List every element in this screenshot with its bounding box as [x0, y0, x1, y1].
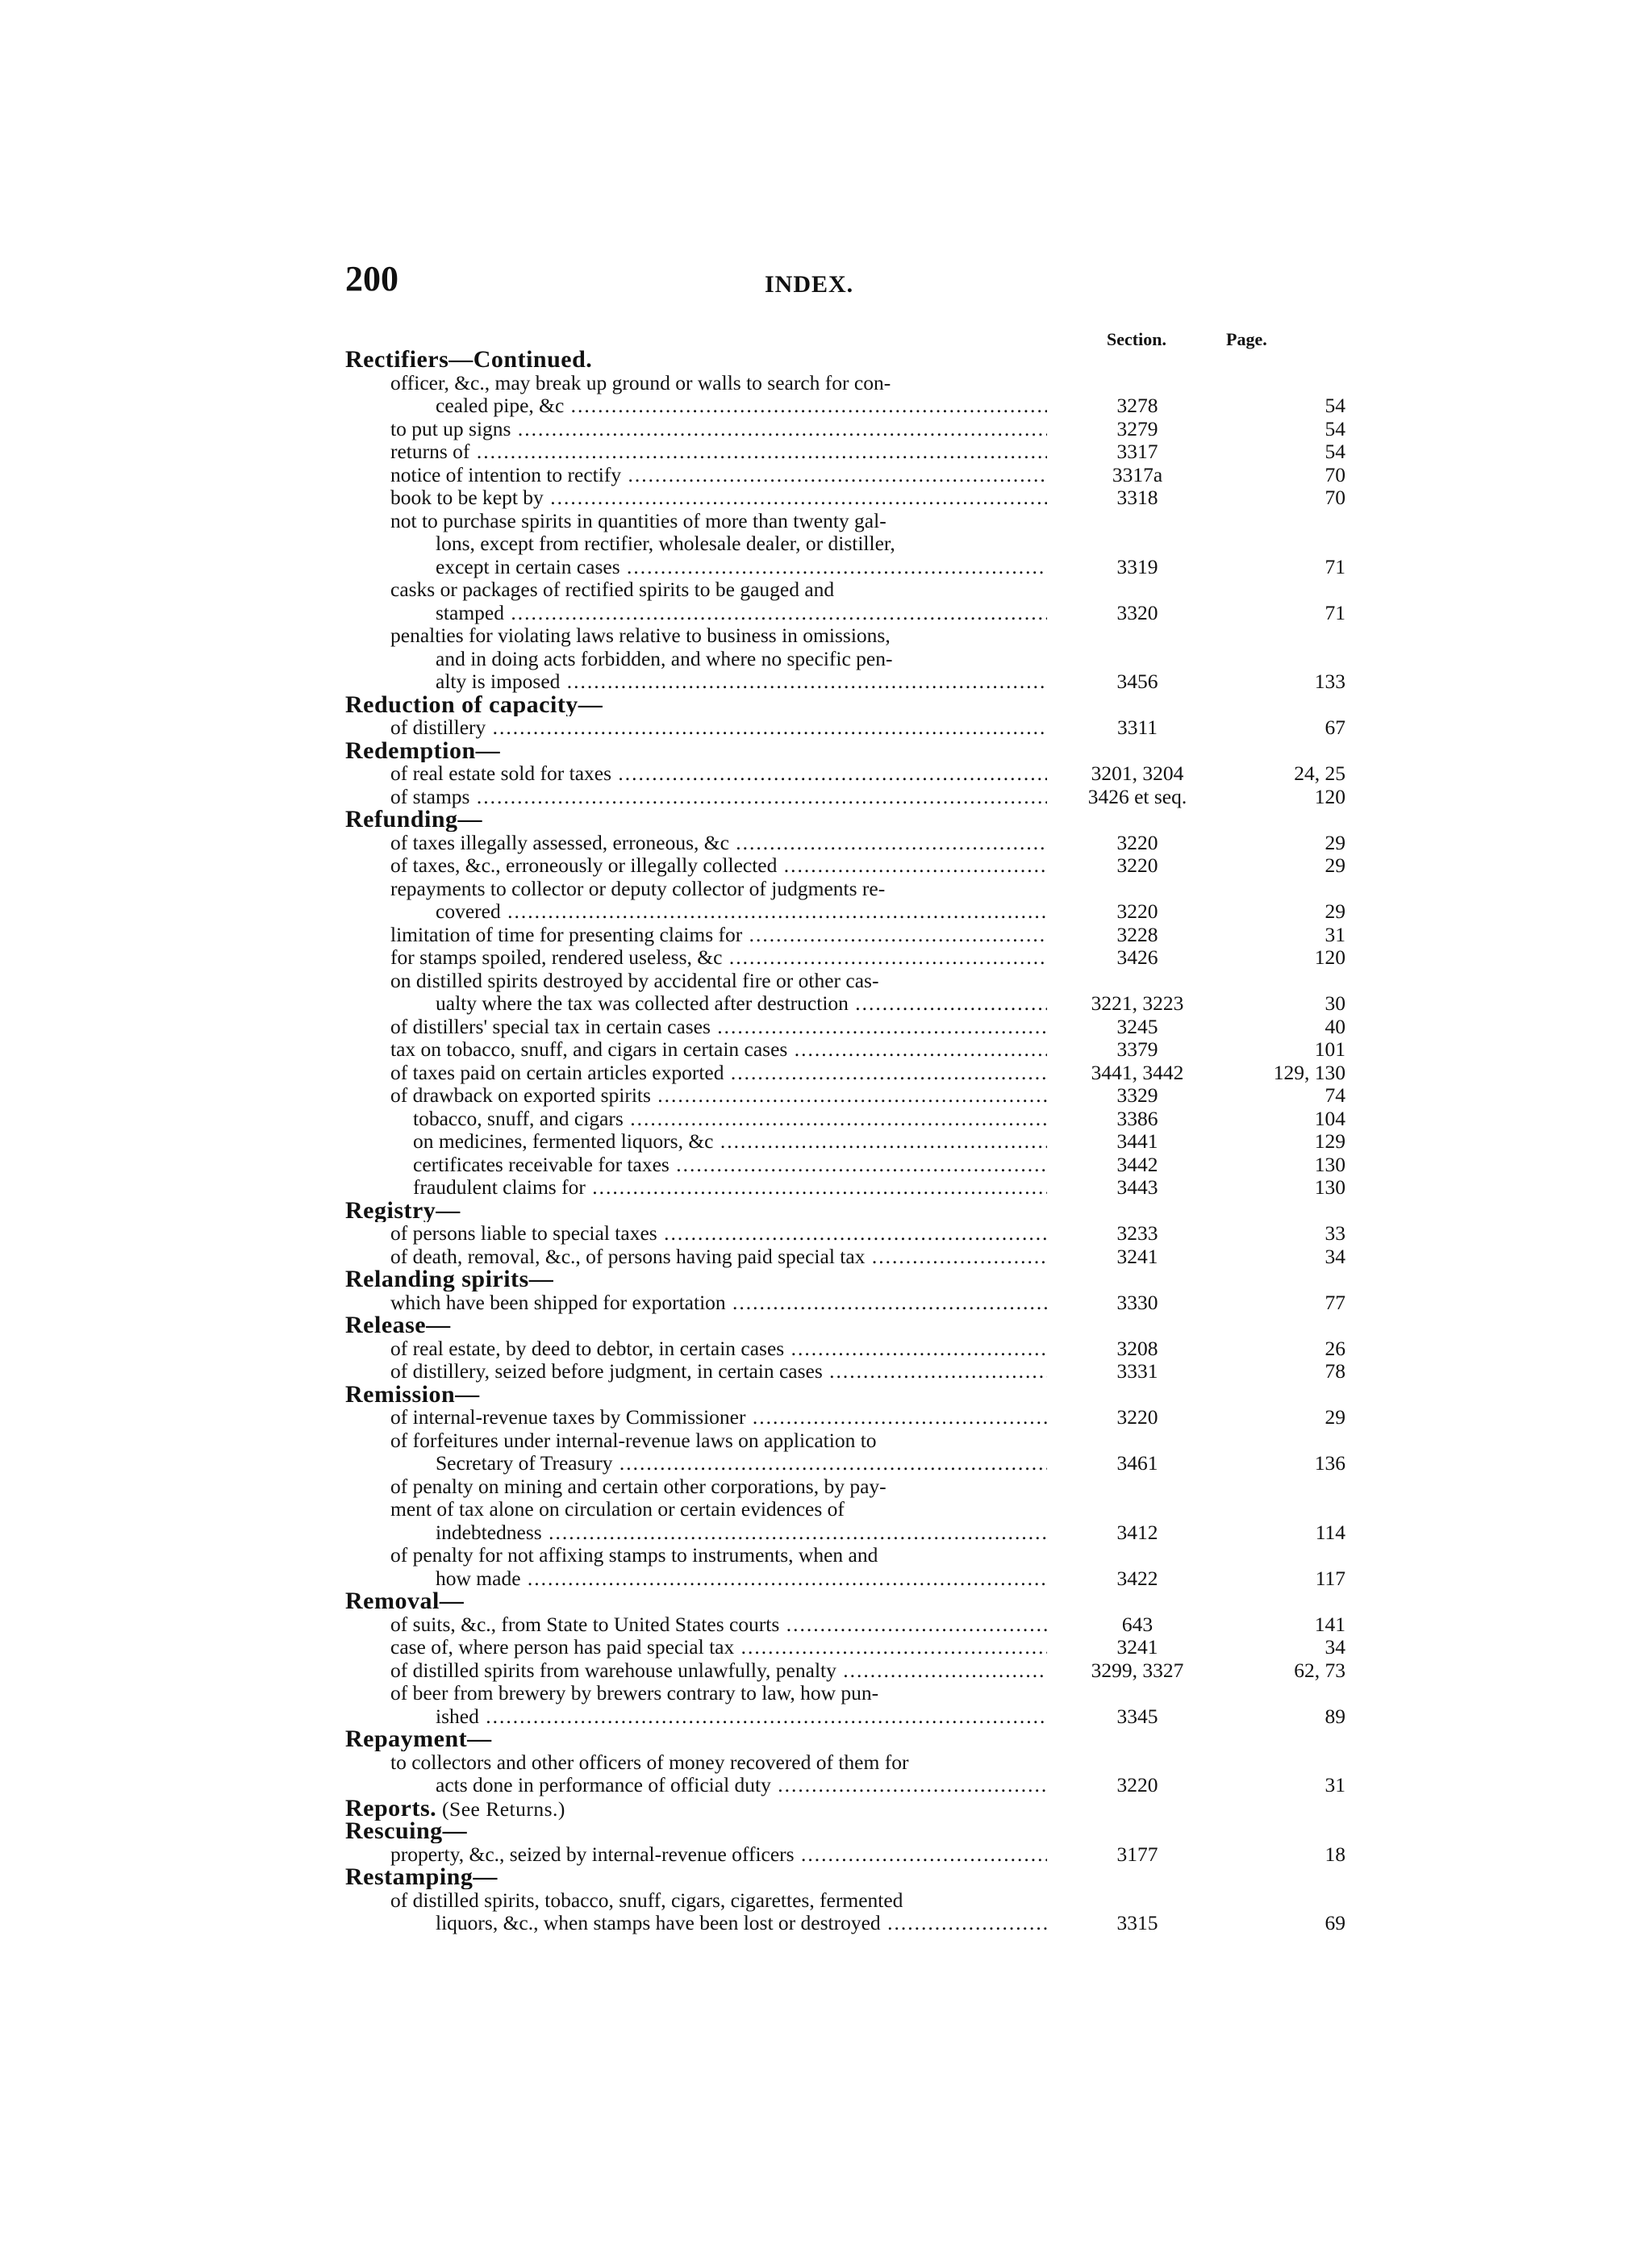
section-number: 3220 [1116, 830, 1158, 854]
index-entry [345, 1521, 1362, 1545]
entry-text: book to be kept by ..... [390, 486, 1047, 510]
heading-text: Rescuing— [345, 1820, 468, 1843]
entry-text: of distillery, seized before judgment, in certain cases ..... [390, 1360, 1047, 1383]
section-number: 3220 [1116, 853, 1158, 877]
running-head: INDEX. [765, 271, 854, 298]
entry-text: of distillers' special tax in certain cases ..... [390, 1016, 1047, 1039]
index-entry [345, 1843, 1362, 1867]
page-reference: 78 [1325, 1359, 1345, 1383]
section-number: 3422 [1116, 1566, 1158, 1590]
index-entry [345, 992, 1362, 1016]
index-entry [345, 1705, 1362, 1729]
section-number: 3177 [1116, 1842, 1158, 1866]
column-header-page: Page. [1226, 329, 1267, 349]
section-number: 3319 [1116, 554, 1158, 578]
page-reference: 31 [1325, 1773, 1345, 1796]
index-entries [345, 348, 1362, 1935]
index-entry [345, 1246, 1362, 1269]
page-reference: 120 [1314, 784, 1345, 808]
index-entry [345, 1154, 1362, 1177]
page-reference: 29 [1325, 899, 1345, 923]
section-number: 3345 [1116, 1704, 1158, 1728]
page-reference: 120 [1314, 945, 1345, 969]
section-number: 3386 [1116, 1106, 1158, 1130]
section-number: 3330 [1116, 1290, 1158, 1314]
page-reference: 130 [1314, 1152, 1345, 1176]
entry-text: of real estate sold for taxes ..... [390, 762, 1047, 786]
page-reference: 69 [1325, 1911, 1345, 1934]
page-reference: 74 [1325, 1083, 1345, 1107]
heading-text: Release— [345, 1314, 451, 1337]
section-number: 3412 [1116, 1520, 1158, 1544]
page-reference: 34 [1325, 1635, 1345, 1659]
heading-text: Remission— [345, 1383, 480, 1406]
section-number: 3220 [1116, 1773, 1158, 1796]
index-heading [345, 1728, 1362, 1751]
index-entry [345, 1360, 1362, 1383]
entry-text: fraudulent claims for ..... [413, 1176, 1047, 1200]
index-entry [345, 1774, 1362, 1797]
entry-text: not to purchase spirits in quantities of more than twenty gal- [390, 509, 886, 532]
section-number: 3279 [1116, 416, 1158, 440]
page-reference: 104 [1314, 1106, 1345, 1130]
index-entry [345, 1659, 1362, 1683]
index-entry [345, 1498, 1362, 1521]
index-entry [345, 1544, 1362, 1567]
index-heading [345, 1797, 1362, 1821]
page-reference: 24, 25 [1294, 762, 1345, 785]
entry-text: of penalty for not affixing stamps to instruments, when and [390, 1544, 878, 1567]
entry-text: of stamps ..... [390, 786, 1047, 809]
entry-text: Secretary of Treasury ..... [436, 1452, 1047, 1475]
entry-text: of internal-revenue taxes by Commissioner ..... [390, 1406, 1047, 1429]
entry-text: alty is imposed ..... [436, 670, 1047, 694]
entry-text: for stamps spoiled, rendered useless, &c ..... [390, 946, 1047, 970]
index-entry [345, 648, 1362, 671]
entry-text: to put up signs ..... [390, 418, 1047, 441]
heading-text: Redemption— [345, 739, 501, 762]
section-number: 3318 [1116, 486, 1158, 509]
index-entry [345, 1038, 1362, 1062]
entry-text: penalties for violating laws relative to business in omissions, [390, 624, 891, 647]
index-heading [345, 348, 1362, 372]
entry-text: ished ..... [436, 1705, 1047, 1729]
see-reference: (See Returns.) [436, 1796, 565, 1821]
index-entry [345, 394, 1362, 418]
entry-text: cealed pipe, &c ..... [436, 394, 1047, 418]
index-entry [345, 440, 1362, 464]
index-heading [345, 1200, 1362, 1223]
entry-text: lons, except from rectifier, wholesale dealer, or distiller, [436, 532, 895, 555]
index-entry [345, 486, 1362, 510]
section-number: 3220 [1116, 899, 1158, 923]
index-entry [345, 1292, 1362, 1315]
page-reference: 136 [1314, 1451, 1345, 1475]
section-number: 3441 [1116, 1129, 1158, 1153]
section-number: 3278 [1116, 394, 1158, 417]
section-number: 643 [1121, 1612, 1153, 1636]
entry-text: of drawback on exported spirits ..... [390, 1084, 1047, 1108]
index-entry [345, 832, 1362, 855]
index-entry [345, 970, 1362, 993]
page-reference: 71 [1325, 554, 1345, 578]
index-entry [345, 900, 1362, 924]
index-entry [345, 1062, 1362, 1085]
heading-text: Restamping— [345, 1866, 498, 1889]
page-reference: 34 [1325, 1244, 1345, 1268]
index-entry [345, 1429, 1362, 1453]
entry-text: tobacco, snuff, and cigars ..... [413, 1108, 1047, 1131]
heading-text: Registry— [345, 1199, 461, 1222]
heading-text: Relanding spirits— [345, 1268, 554, 1292]
page-reference: 29 [1325, 1405, 1345, 1429]
entry-text: of penalty on mining and certain other corporations, by pay- [390, 1475, 886, 1498]
page-reference: 18 [1325, 1842, 1345, 1866]
index-heading [345, 1866, 1362, 1889]
section-number: 3241 [1116, 1244, 1158, 1268]
section-number: 3233 [1116, 1221, 1158, 1245]
index-entry [345, 670, 1362, 694]
index-entry [345, 1084, 1362, 1108]
entry-text: how made ..... [436, 1567, 1047, 1591]
index-entry [345, 1613, 1362, 1637]
index-entry [345, 1567, 1362, 1591]
heading-text: Reports. (See Returns.) [345, 1796, 565, 1821]
page-reference: 40 [1325, 1014, 1345, 1038]
page-reference: 54 [1325, 394, 1345, 417]
section-number: 3299, 3327 [1091, 1658, 1184, 1682]
entry-text: covered ..... [436, 900, 1047, 924]
index-entry [345, 1176, 1362, 1200]
section-number: 3379 [1116, 1037, 1158, 1061]
section-number: 3245 [1116, 1014, 1158, 1038]
index-entry [345, 1682, 1362, 1705]
section-number: 3441, 3442 [1091, 1060, 1184, 1084]
index-entry [345, 1475, 1362, 1499]
entry-text: of beer from brewery by brewers contrary to law, how pun- [390, 1682, 879, 1705]
index-entry [345, 716, 1362, 740]
heading-text: Refunding— [345, 808, 483, 832]
section-number: 3221, 3223 [1091, 991, 1184, 1015]
index-entry [345, 464, 1362, 487]
entry-text: officer, &c., may break up ground or walls to search for con- [390, 371, 891, 394]
index-heading [345, 1590, 1362, 1613]
entry-text: ment of tax alone on circulation or certain evidences of [390, 1498, 845, 1521]
page-reference: 26 [1325, 1336, 1345, 1360]
heading-text: Repayment— [345, 1728, 492, 1751]
page-reference: 101 [1314, 1037, 1345, 1061]
section-number: 3442 [1116, 1152, 1158, 1176]
section-number: 3331 [1116, 1359, 1158, 1383]
page-reference: 70 [1325, 462, 1345, 486]
entry-text: of persons liable to special taxes ..... [390, 1222, 1047, 1246]
section-number: 3426 et seq. [1087, 784, 1187, 808]
index-heading [345, 808, 1362, 832]
index-entry [345, 1751, 1362, 1775]
entry-text: of taxes, &c., erroneously or illegally collected ..... [390, 854, 1047, 878]
index-entry [345, 1636, 1362, 1659]
page-reference: 33 [1325, 1221, 1345, 1245]
section-number: 3228 [1116, 922, 1158, 946]
entry-text: and in doing acts forbidden, and where no specific pen- [436, 647, 893, 670]
entry-text: of death, removal, &c., of persons having paid special tax ..... [390, 1246, 1047, 1269]
index-entry [345, 510, 1362, 533]
entry-text: of distillery ..... [390, 716, 1047, 740]
entry-text: of suits, &c., from State to United States courts ..... [390, 1613, 1047, 1637]
page-reference: 117 [1315, 1566, 1345, 1590]
index-entry [345, 624, 1362, 648]
entry-text: indebtedness ..... [436, 1521, 1047, 1545]
page-reference: 67 [1325, 716, 1345, 739]
entry-text: on medicines, fermented liquors, &c ..... [413, 1130, 1047, 1154]
index-entry [345, 924, 1362, 947]
entry-text: of taxes illegally assessed, erroneous, &c ..... [390, 832, 1047, 855]
index-entry [345, 946, 1362, 970]
entry-text: except in certain cases ..... [436, 556, 1047, 579]
entry-text: tax on tobacco, snuff, and cigars in certain cases ..... [390, 1038, 1047, 1062]
section-number: 3220 [1116, 1405, 1158, 1429]
index-entry [345, 1016, 1362, 1039]
index-heading [345, 694, 1362, 717]
page-reference: 54 [1325, 416, 1345, 440]
entry-text: returns of ..... [390, 440, 1047, 464]
page-reference: 77 [1325, 1290, 1345, 1314]
column-header-section: Section. [1107, 329, 1166, 349]
page-reference: 62, 73 [1294, 1658, 1345, 1682]
index-entry [345, 372, 1362, 395]
index-heading [345, 1268, 1362, 1292]
index-entry [345, 1406, 1362, 1429]
index-entry [345, 1222, 1362, 1246]
page-reference: 141 [1314, 1612, 1345, 1636]
page-reference: 29 [1325, 853, 1345, 877]
page-reference: 133 [1314, 670, 1345, 693]
page-reference: 129 [1314, 1129, 1345, 1153]
entry-text: notice of intention to rectify ..... [390, 464, 1047, 487]
heading-text: Rectifiers—Continued. [345, 348, 593, 372]
index-entry [345, 1912, 1362, 1935]
section-number: 3241 [1116, 1635, 1158, 1659]
section-number: 3311 [1116, 716, 1158, 739]
index-entry [345, 1452, 1362, 1475]
section-number: 3201, 3204 [1091, 762, 1184, 785]
index-heading [345, 1820, 1362, 1843]
entry-text: liquors, &c., when stamps have been lost or destroyed ..... [436, 1912, 1047, 1935]
section-number: 3443 [1116, 1175, 1158, 1199]
page-reference: 89 [1325, 1704, 1345, 1728]
index-entry [345, 602, 1362, 625]
index-heading [345, 1383, 1362, 1407]
entry-text: property, &c., seized by internal-revenue officers ..... [390, 1843, 1047, 1867]
heading-text: Reduction of capacity— [345, 693, 603, 716]
page-reference: 71 [1325, 600, 1345, 624]
index-entry [345, 418, 1362, 441]
index-entry [345, 854, 1362, 878]
index-entry [345, 786, 1362, 809]
entry-text: of taxes paid on certain articles exported ..... [390, 1062, 1047, 1085]
index-heading [345, 740, 1362, 763]
index-entry [345, 1108, 1362, 1131]
entry-text: of distilled spirits from warehouse unlawfully, penalty ..... [390, 1659, 1047, 1683]
index-entry [345, 1337, 1362, 1361]
page-reference: 114 [1315, 1520, 1345, 1544]
section-number: 3317 [1116, 440, 1158, 463]
section-number: 3320 [1116, 600, 1158, 624]
entry-text: limitation of time for presenting claims for ..... [390, 924, 1047, 947]
section-number: 3426 [1116, 945, 1158, 969]
page-number: 200 [345, 259, 398, 298]
entry-text: certificates receivable for taxes ..... [413, 1154, 1047, 1177]
section-number: 3461 [1116, 1451, 1158, 1475]
page-reference: 31 [1325, 922, 1345, 946]
section-number: 3329 [1116, 1083, 1158, 1107]
entry-text: acts done in performance of official duty ..... [436, 1774, 1047, 1797]
page-reference: 30 [1325, 991, 1345, 1015]
index-entry [345, 1889, 1362, 1913]
entry-text: stamped ..... [436, 602, 1047, 625]
index-entry [345, 762, 1362, 786]
section-number: 3317a [1112, 462, 1163, 486]
index-entry [345, 556, 1362, 579]
index-entry [345, 1130, 1362, 1154]
page-reference: 29 [1325, 830, 1345, 854]
heading-text: Removal— [345, 1590, 465, 1613]
index-heading [345, 1314, 1362, 1337]
page-reference: 129, 130 [1273, 1060, 1345, 1084]
page-reference: 70 [1325, 486, 1345, 509]
index-entry [345, 878, 1362, 901]
index-entry [345, 532, 1362, 556]
entry-text: case of, where person has paid special tax ..... [390, 1636, 1047, 1659]
page-reference: 130 [1314, 1175, 1345, 1199]
entry-text: ualty where the tax was collected after destruction ..... [436, 992, 1047, 1016]
page-reference: 54 [1325, 440, 1345, 463]
section-number: 3456 [1116, 670, 1158, 693]
entry-text: on distilled spirits destroyed by accidental fire or other cas- [390, 969, 879, 992]
entry-text: casks or packages of rectified spirits to be gauged and [390, 578, 835, 601]
entry-text: to collectors and other officers of money recovered of them for [390, 1751, 909, 1774]
index-entry [345, 578, 1362, 602]
section-number: 3315 [1116, 1911, 1158, 1934]
entry-text: of real estate, by deed to debtor, in certain cases ..... [390, 1337, 1047, 1361]
entry-text: of forfeitures under internal-revenue laws on application to [390, 1429, 877, 1452]
entry-text: of distilled spirits, tobacco, snuff, cigars, cigarettes, fermented [390, 1888, 903, 1912]
entry-text: which have been shipped for exportation ..... [390, 1292, 1047, 1315]
entry-text: repayments to collector or deputy collector of judgments re- [390, 877, 886, 900]
section-number: 3208 [1116, 1336, 1158, 1360]
